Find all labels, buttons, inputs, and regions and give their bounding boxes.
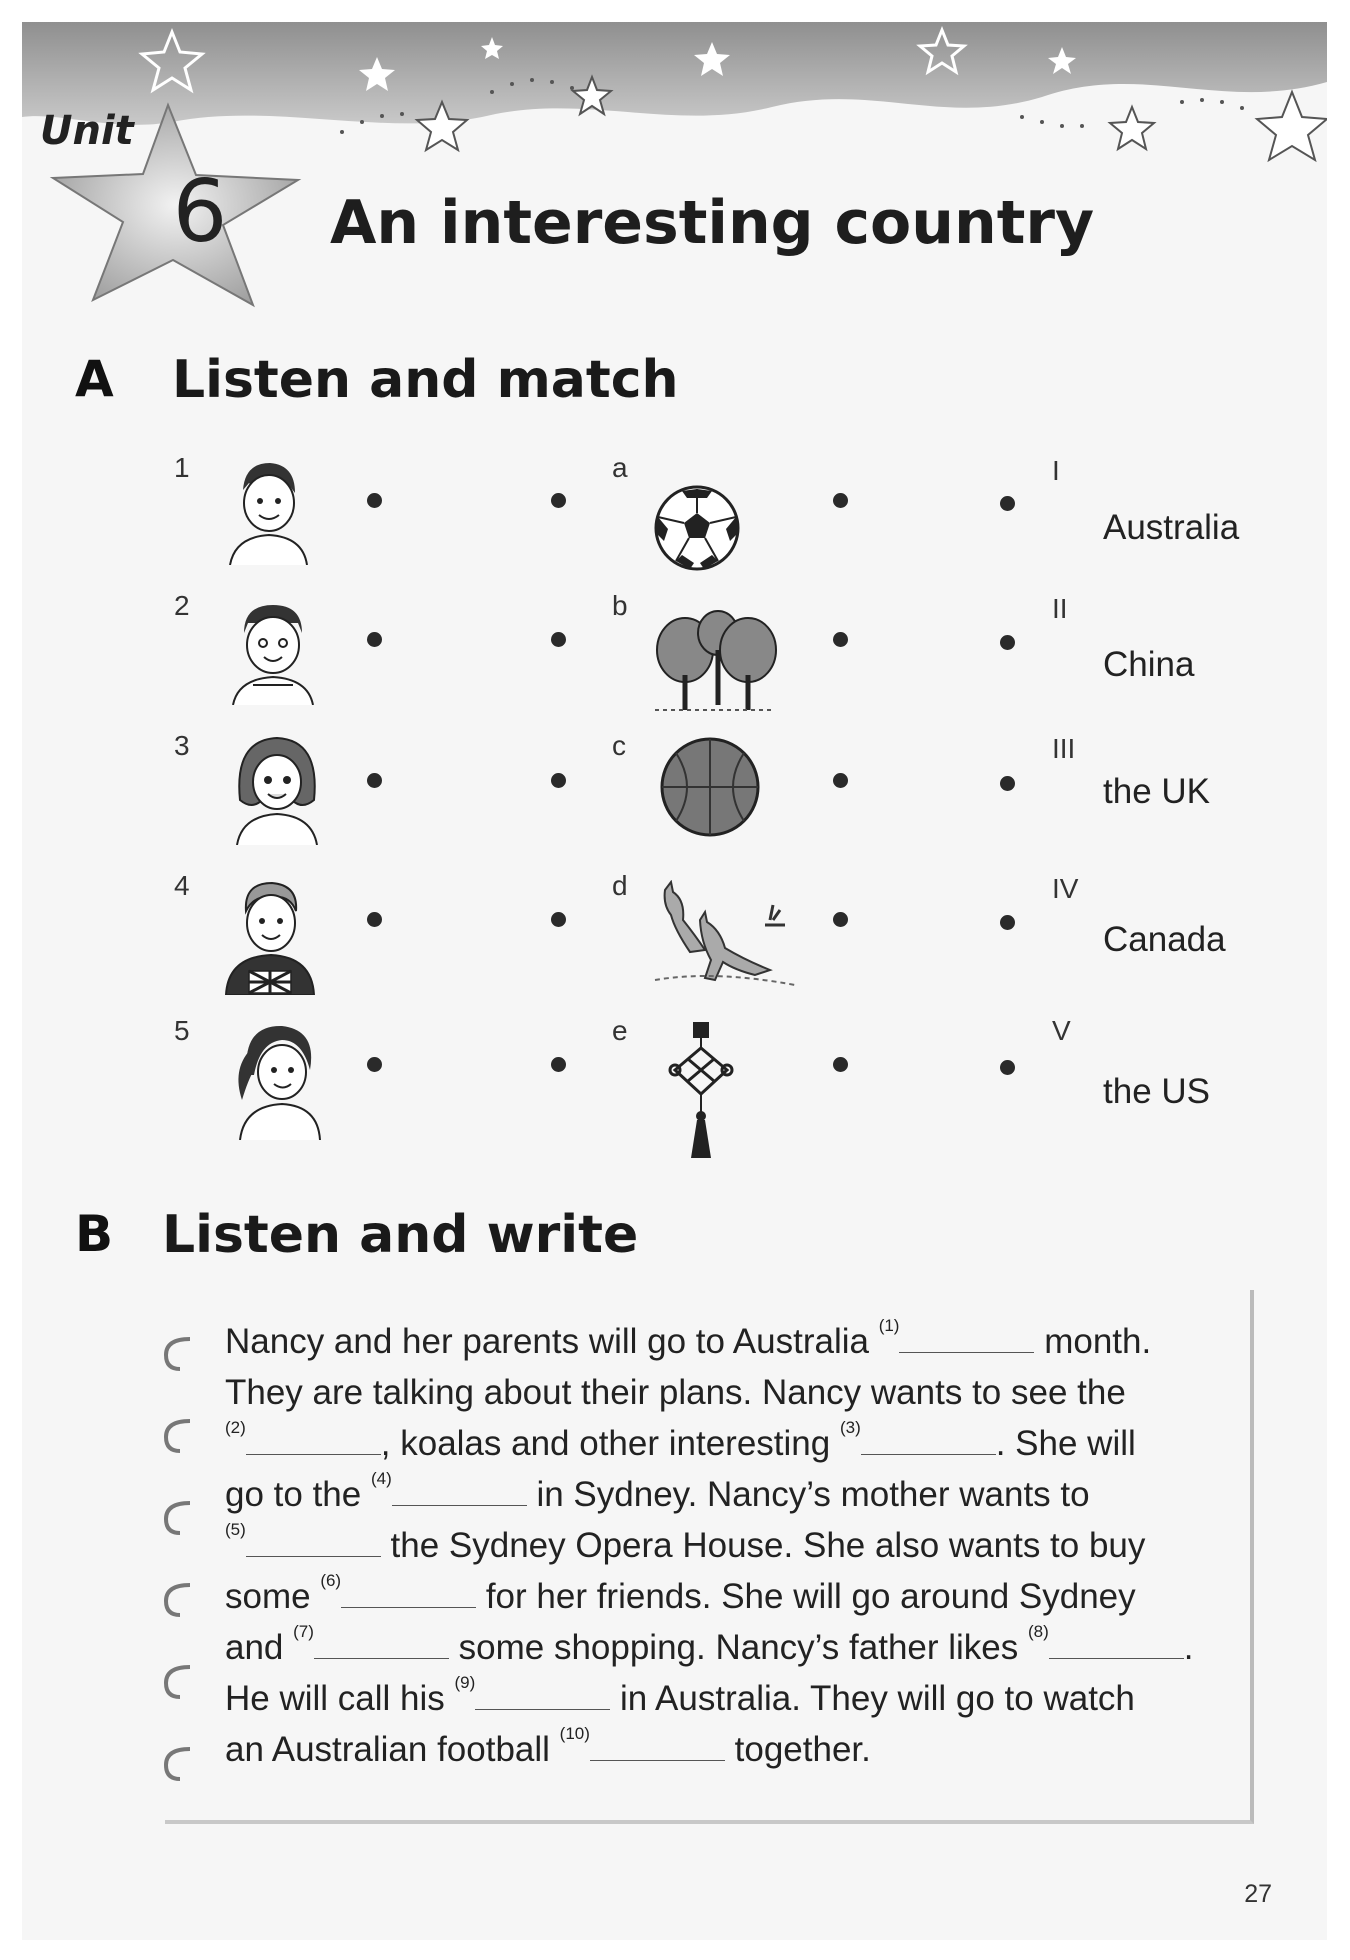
answer-blank[interactable] [1049, 1628, 1184, 1659]
text-line [225, 1418, 1136, 1464]
text-fragment: . She will [995, 1424, 1136, 1463]
text-line [225, 1316, 1152, 1362]
blank-number: (5) [225, 1520, 246, 1539]
text-fragment: an Australian football [225, 1730, 560, 1769]
text-fragment: some [225, 1577, 321, 1616]
text-fragment: . [1183, 1628, 1194, 1667]
boy-union-jack-icon [224, 875, 316, 995]
match-dot[interactable] [833, 912, 848, 927]
unit-number: 6 [172, 162, 228, 262]
match-dot[interactable] [551, 493, 566, 508]
answer-blank[interactable] [314, 1628, 449, 1659]
text-line [225, 1724, 871, 1770]
blank-number: (6) [320, 1571, 342, 1590]
item-letter: b [612, 590, 628, 621]
match-dot[interactable] [367, 1057, 382, 1072]
page-number: 27 [1244, 1880, 1272, 1908]
answer-blank[interactable] [590, 1730, 725, 1761]
blank-number: (8) [1028, 1622, 1049, 1641]
text-line [225, 1673, 1135, 1719]
match-dot[interactable] [833, 773, 848, 788]
match-dot[interactable] [1000, 496, 1015, 511]
match-dot[interactable] [1000, 1060, 1015, 1075]
section-a-title: Listen and match [172, 350, 679, 410]
person-number: 5 [174, 1015, 190, 1046]
binder-ring-icon [160, 1333, 194, 1373]
binder-ring-icon [160, 1743, 194, 1783]
page-title: An interesting country [330, 188, 1095, 258]
match-dot[interactable] [1000, 635, 1015, 650]
text-fragment: He will call his [225, 1679, 455, 1718]
kangaroo-icon [645, 880, 800, 995]
basketball-icon [658, 735, 763, 840]
binder-ring-icon [160, 1661, 194, 1701]
person-number: 4 [174, 870, 190, 901]
match-dot[interactable] [551, 1057, 566, 1072]
text-line [225, 1622, 1194, 1668]
text-fragment: , koalas and other interesting [380, 1424, 840, 1463]
answer-blank[interactable] [341, 1577, 476, 1608]
text-fragment: some shopping. Nancy’s father likes [448, 1628, 1028, 1667]
text-fragment: in Sydney. Nancy’s mother wants to [526, 1475, 1090, 1514]
text-fragment: They are talking about their plans. Nancy wants to see the [225, 1373, 1126, 1412]
blank-number: (3) [839, 1418, 861, 1437]
item-letter: d [612, 870, 628, 901]
text-fragment: in Australia. They will go to watch [610, 1679, 1135, 1718]
match-dot[interactable] [367, 773, 382, 788]
match-dot[interactable] [551, 912, 566, 927]
text-fragment: for her friends. She will go around Sydney [476, 1577, 1136, 1616]
binder-ring-icon [160, 1497, 194, 1537]
match-dot[interactable] [367, 493, 382, 508]
item-letter: e [612, 1015, 628, 1046]
country-numeral: V [1052, 1015, 1071, 1046]
country-name: the US [1103, 1072, 1210, 1111]
text-fragment: month. [1034, 1322, 1152, 1361]
unit-label: Unit [40, 108, 134, 154]
text-line [225, 1469, 1090, 1515]
match-dot[interactable] [1000, 915, 1015, 930]
country-numeral: II [1052, 593, 1068, 624]
country-name: the UK [1103, 772, 1210, 811]
person-number: 2 [174, 590, 190, 621]
boy-icon [225, 455, 310, 565]
text-line [225, 1520, 1146, 1566]
blank-number: (2) [225, 1418, 246, 1437]
match-dot[interactable] [367, 912, 382, 927]
football-icon [652, 483, 742, 573]
match-dot[interactable] [367, 632, 382, 647]
answer-blank[interactable] [246, 1526, 381, 1557]
section-a-letter: A [75, 350, 114, 408]
item-letter: a [612, 452, 628, 483]
country-name: China [1103, 645, 1195, 684]
binder-ring-icon [160, 1579, 194, 1619]
text-fragment: the Sydney Opera House. She also wants to buy [380, 1526, 1146, 1565]
country-numeral: III [1052, 733, 1076, 764]
text-line [225, 1373, 1126, 1413]
text-fragment: together. [724, 1730, 871, 1769]
text-line [225, 1571, 1136, 1617]
person-number: 3 [174, 730, 190, 761]
blank-number: (1) [878, 1316, 900, 1335]
text-fragment: and [225, 1628, 294, 1667]
country-name: Canada [1103, 920, 1226, 959]
item-letter: c [612, 730, 626, 761]
chinese-knot-icon [665, 1020, 740, 1160]
answer-blank[interactable] [861, 1424, 996, 1455]
blank-number: (9) [454, 1673, 476, 1692]
match-dot[interactable] [833, 1057, 848, 1072]
blank-number: (7) [293, 1622, 314, 1641]
blank-number: (10) [559, 1724, 590, 1743]
blank-number: (4) [370, 1469, 392, 1488]
section-b-title: Listen and write [162, 1205, 639, 1265]
match-dot[interactable] [551, 632, 566, 647]
girl-icon [232, 730, 322, 845]
binder-ring-icon [160, 1415, 194, 1455]
answer-blank[interactable] [475, 1679, 610, 1710]
country-numeral: IV [1052, 873, 1079, 904]
country-numeral: I [1052, 455, 1060, 486]
match-dot[interactable] [833, 493, 848, 508]
match-dot[interactable] [551, 773, 566, 788]
person-number: 1 [174, 452, 190, 483]
section-b-letter: B [75, 1205, 114, 1263]
text-fragment: go to the [225, 1475, 371, 1514]
text-fragment: Nancy and her parents will go to Australia [225, 1322, 879, 1361]
answer-blank[interactable] [392, 1475, 527, 1506]
country-name: Australia [1103, 508, 1240, 547]
match-dot[interactable] [833, 632, 848, 647]
girl-ponytail-icon [232, 1020, 322, 1140]
answer-blank[interactable] [899, 1322, 1034, 1353]
answer-blank[interactable] [246, 1424, 381, 1455]
maple-trees-icon [650, 605, 780, 715]
boy-icon [228, 595, 318, 705]
match-dot[interactable] [1000, 776, 1015, 791]
